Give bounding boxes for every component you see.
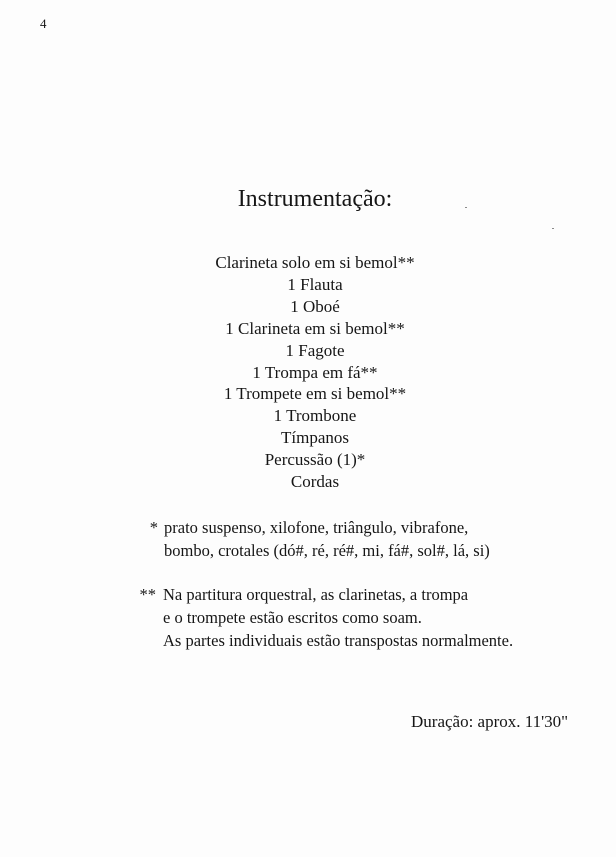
transposition-footnote [139, 583, 514, 652]
footnote-line: bombo, crotales (dó#, ré, ré#, mi, fá#, sol#, lá, si) [164, 541, 490, 560]
footnote-line: prato suspenso, xilofone, triângulo, vibrafone, [164, 518, 469, 537]
instrument-item: 1 Flauta [287, 274, 343, 294]
footnote-line: As partes individuais estão transpostas normalmente. [163, 631, 514, 650]
instrument-item: Cordas [290, 472, 340, 492]
instrument-item: 1 Fagote [285, 340, 345, 360]
instrument-item: Percussão (1)* [264, 450, 366, 470]
instrument-item: 1 Trombone [273, 406, 357, 426]
instrument-item: Clarineta solo em si bemol** [215, 253, 415, 272]
duration: Duração: aprox. 11'30" [411, 712, 569, 731]
footnote-marker: * [149, 518, 158, 537]
footnote-marker: ** [139, 585, 156, 604]
page-title: Instrumentação: [237, 186, 393, 212]
footnote-line: e o trompete estão escritos como soam. [163, 608, 422, 627]
instrument-item: 1 Clarineta em si bemol** [225, 318, 405, 338]
percussion-footnote [149, 516, 490, 562]
paper-speck [465, 207, 467, 208]
instrument-item: Tímpanos [281, 428, 349, 448]
instrument-item: 1 Oboé [290, 296, 340, 316]
instrument-item: 1 Trompete em si bemol** [223, 384, 407, 404]
page-number: 4 [40, 16, 47, 31]
footnote-line: Na partitura orquestral, as clarinetas, a trompa [163, 585, 469, 604]
instrument-item: 1 Trompa em fá** [252, 362, 378, 382]
instrument-list [0, 252, 616, 493]
paper-speck [552, 228, 554, 229]
